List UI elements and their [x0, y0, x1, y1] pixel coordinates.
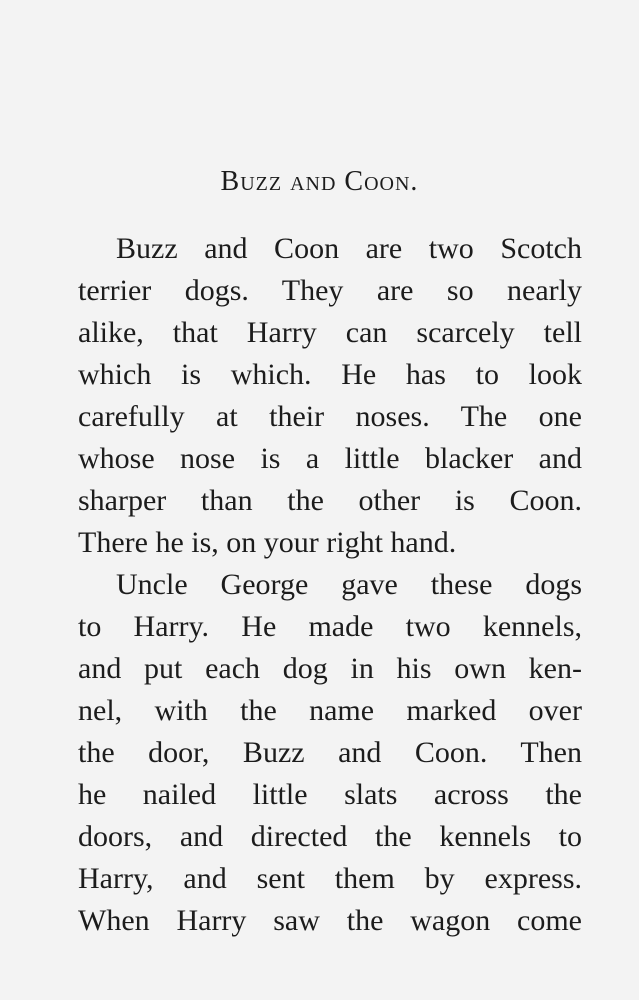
text-line: the door, Buzz and Coon. Then [78, 736, 582, 769]
text-line: to Harry. He made two kennels, [78, 610, 582, 643]
chapter-text [78, 228, 582, 942]
text-line: Harry, and sent them by express. [78, 862, 582, 895]
text-line: alike, that Harry can scarcely tell [78, 316, 582, 349]
text-line: Uncle George gave these dogs [116, 568, 582, 601]
text-line: nel, with the name marked over [78, 694, 582, 727]
text-line: whose nose is a little blacker and [78, 442, 582, 475]
text-line: There he is, on your right hand. [78, 526, 457, 559]
text-line: carefully at their noses. The one [78, 400, 582, 433]
chapter-heading: Buzz and Coon. [220, 166, 419, 197]
text-line: which is which. He has to look [78, 358, 582, 391]
text-line: When Harry saw the wagon come [78, 904, 582, 937]
text-line: terrier dogs. They are so nearly [78, 274, 582, 307]
text-line: and put each dog in his own ken- [78, 652, 582, 685]
text-line: he nailed little slats across the [78, 778, 582, 811]
text-line: sharper than the other is Coon. [78, 484, 582, 517]
text-line: Buzz and Coon are two Scotch [116, 232, 582, 265]
text-line: doors, and directed the kennels to [78, 820, 582, 853]
